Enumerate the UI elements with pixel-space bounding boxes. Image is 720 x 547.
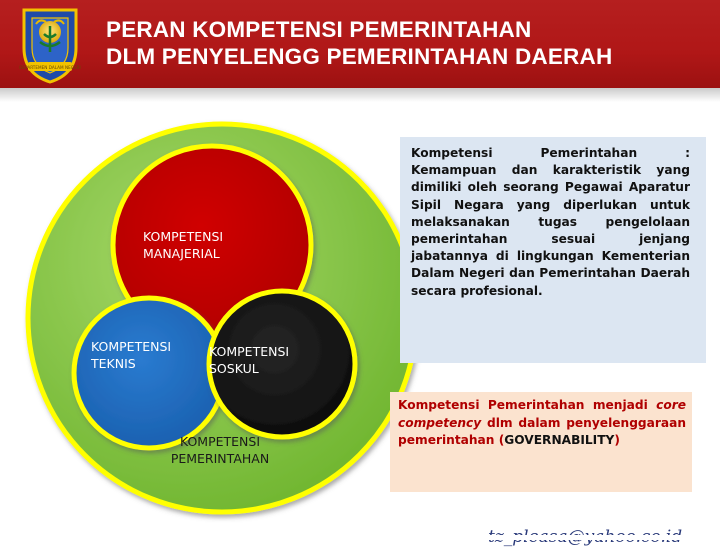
note-text-3: dlm dalam penyelenggaraan pemerintahan ( — [398, 415, 686, 447]
label-pemerintahan: KOMPETENSI PEMERINTAHAN — [170, 434, 270, 466]
label-soskul: KOMPETENSI SOSKUL — [209, 344, 290, 376]
logo-text: DEPARTEMEN DALAM NEGERI — [19, 65, 81, 70]
label-teknis: KOMPETENSI TEKNIS — [91, 339, 172, 371]
note-box — [390, 392, 692, 492]
note-text-1: Kompetensi Pemerintahan menjadi — [398, 398, 657, 412]
footer-crop — [0, 535, 720, 540]
note-text-governability: GOVERNABILITY — [504, 433, 615, 447]
label-manajerial: KOMPETENSI MANAJERIAL — [143, 229, 224, 261]
circle-teknis — [74, 298, 224, 448]
note-text-core-competency: core competency — [398, 398, 686, 430]
definition-box: Kompetensi Pemerintahan : Kemampuan dan karakteristik yang dimiliki oleh seorang Pegawai Aparatur Sipil Negara yang diperlukan untuk melaksanakan tugas pengelolaan pemerintahan sesuai jenjang jabatannya di lingkungan Kementerian Dalam Negeri dan Pemerintahan Daerah secara profesional. — [400, 137, 706, 363]
title-line-2: DLM PENYELENGG PEMERINTAHAN DAERAH — [106, 44, 613, 69]
note-text-5: ) — [614, 433, 620, 447]
title-line-1: PERAN KOMPETENSI PEMERINTAHAN — [106, 17, 532, 42]
